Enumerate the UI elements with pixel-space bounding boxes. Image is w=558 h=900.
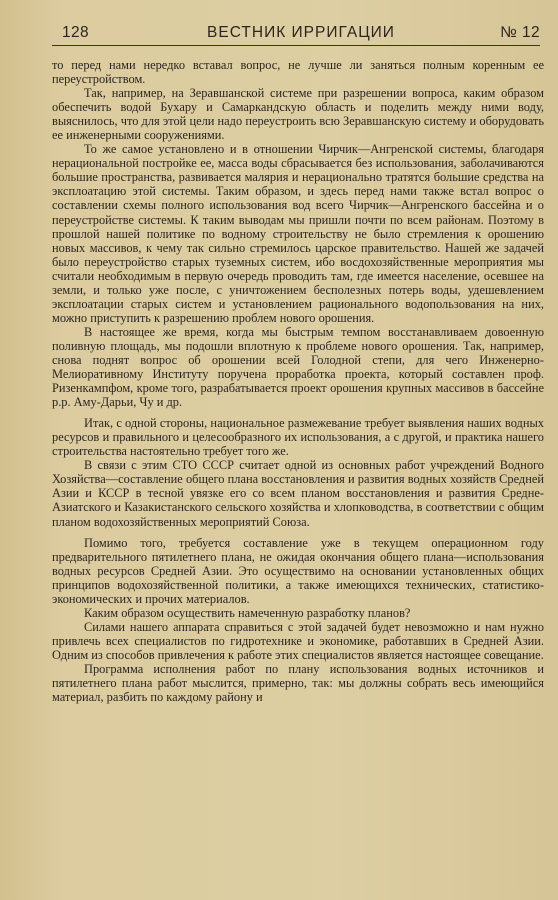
paragraph: Программа исполнения работ по плану использования водных источников и пятилетнего плана работ мыслится, примерно, так: мы должны собрать весь имеющийся материал, разбить по каждому району и [52,661,544,705]
page-number: 128 [62,24,90,41]
paragraph: В связи с этим СТО СССР считает одной из основных работ учреждений Водного Хозяйства—составление общего плана восстановления и развития водных хозяйств Средней Азии и КССР в тесной увязке его со всем планом восстановления и развития Средне-Азиатского и Казакистанского сельского хозяйства и хлопководства, в соответствии с общим планом водохозяйственных мероприятий Союза. [52,458,544,529]
paragraph: Так, например, на Зеравшанской системе при разрешении вопроса, каким образом обеспечить водой Бухару и Самаркандскую область и поделить между ними воду, выяснилось, что для этой цели надо переустроить всю Зеравшанскую систему и оборудовать ее инженерными сооружениями. [52,86,544,143]
paragraph: Итак, с одной стороны, национальное размежевание требует выявления наших водных ресурсов и правильного и целесообразного их использования, а с другой, и практика нашего строительства настоятельно требует того же. [52,416,544,459]
article-body [52,58,544,704]
paragraph: Каким образом осуществить намеченную разработку планов? [84,605,411,620]
paragraph: то перед нами нередко вставал вопрос, не лучше ли заняться полным коренным ее переустройством. [52,58,544,87]
paragraph: В настоящее же время, когда мы быстрым темпом восстанавливаем довоенную поливную площадь, мы подошли вплотную к проблеме нового орошения. Так, например, снова поднят вопрос об орошении всей Голодной степи, для чего Инженерно-Мелиоративному Институту поручена проработка проекта, который составлен проф. Ризенкампфом, кроме того, разрабатывается проект орошения крупных массивов в бассейне р.р. Аму-Дарьи, Чу и др. [52,324,544,410]
issue-number: № 12 [500,24,540,41]
paragraph: Помимо того, требуется составление уже в текущем операционном году предварительного пятилетнего плана, не ожидая окончания общего плана—использования водных ресурсов Средней Азии. Это осуществимо на основании установленных общих принципов водохозяйственной политики, а также имеющихся технических, статистико-экономических и прочих материалов. [52,535,544,606]
journal-title: ВЕСТНИК ИРРИГАЦИИ [207,24,395,41]
running-header [52,24,540,46]
paragraph: Силами нашего аппарата справиться с этой задачей будет невозможно и нам нужно привлечь всех специалистов по гидротехнике и экономике, работавших в Средней Азии. Одним из способов привлечения к работе этих специалистов является настоящее совещание. [52,619,544,662]
paragraph: То же самое установлено и в отношении Чирчик—Ангренской системы, благодаря нерациональной постройке ее, масса воды сбрасывается без использования, заболачиваются большие пространства, развивается малярия и нерационально тратятся большие средства на эксплоатацию этой системы. Таким образом, и здесь перед нами также встал вопрос о составлении схемы полного использования вод всего Чирчик—Ангренского бассейна и о переустройстве системы. К таким выводам мы пришли почти по всем районам. Поэтому в прошлой нашей политике по водному строительству не было стремления к орошению новых массивов, к чему так сильно стремилось царское правительство. Нашей же задачей было переустройство старых туземных систем, ибо восдохозяйственные мероприятия мы считали необходимым в первую очередь проводить там, где имеется население, осевшее на земли, и только уже после, с уничтожением бесполезных потерь воды, удешевлением эксплоатации старых систем и установлением рационального водопользования на них, можно приступить к разрешению проблем нового орошения. [52,142,544,325]
